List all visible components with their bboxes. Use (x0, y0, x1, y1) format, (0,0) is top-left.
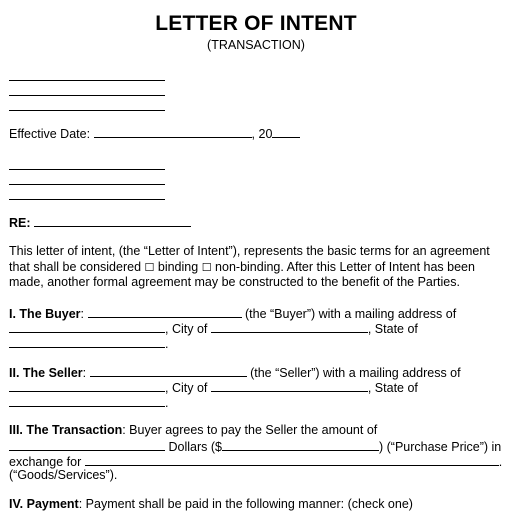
address-line-6[interactable] (9, 199, 165, 200)
payment-row (9, 497, 413, 512)
buyer-name-field[interactable] (88, 305, 242, 318)
seller-state-label: , State of (367, 381, 418, 395)
transaction-dollars-label: Dollars ($ (168, 440, 222, 454)
buyer-heading: I. The Buyer (9, 307, 81, 321)
buyer-mailing-text: (the “Buyer”) with a mailing address of (245, 307, 457, 321)
intro-text-2: . After this Letter of Intent has been made, another formal agreement may be constructed to the benefit of the Parties. (9, 259, 475, 289)
address-line-4[interactable] (9, 169, 165, 170)
non-binding-label: non-binding (215, 259, 281, 274)
transaction-heading: III. The Transaction (9, 423, 123, 437)
document-title: LETTER OF INTENT (155, 12, 357, 35)
effective-date-year-prefix: , 20 (251, 127, 273, 141)
address-line-2[interactable] (9, 95, 165, 96)
binding-checkbox[interactable]: ☐ (144, 260, 155, 274)
buyer-row-3 (9, 335, 168, 352)
intro-paragraph (9, 244, 507, 291)
transaction-row-3: exchange for . (9, 455, 503, 469)
seller-row-3 (9, 394, 168, 411)
binding-label: binding (157, 259, 199, 274)
re-field[interactable] (34, 214, 191, 227)
transaction-goods-label: (“Goods/Services”). (9, 468, 118, 482)
seller-address-field[interactable] (9, 379, 165, 392)
payment-heading: IV. Payment (9, 497, 79, 511)
intro-text-1: This letter of intent, (the “Letter of Intent”), represents the basic terms for an agreement that shall be considered (9, 244, 490, 274)
payment-text: : Payment shall be paid in the following manner: (check one) (78, 497, 413, 511)
transaction-row-1 (9, 423, 377, 438)
buyer-city-field[interactable] (211, 320, 368, 333)
buyer-colon: : (80, 307, 85, 321)
seller-period: . (165, 396, 169, 410)
re-row (9, 214, 191, 231)
buyer-address-field[interactable] (9, 320, 165, 333)
seller-city-field[interactable] (211, 379, 368, 392)
transaction-purchase-price: ) (“Purchase Price”) in (378, 440, 502, 454)
effective-date-year-field[interactable] (272, 125, 300, 138)
non-binding-checkbox[interactable]: ☐ (201, 260, 212, 274)
buyer-city-label: , City of (165, 322, 208, 336)
address-line-1[interactable] (9, 80, 165, 81)
transaction-goods-field[interactable] (85, 453, 499, 466)
transaction-amount-words-field[interactable] (9, 438, 165, 451)
transaction-text-1: : Buyer agrees to pay the Seller the amount of (122, 423, 378, 437)
buyer-state-label: , State of (367, 322, 418, 336)
address-line-5[interactable] (9, 184, 165, 185)
buyer-state-field[interactable] (9, 335, 165, 348)
transaction-exchange-label: exchange for (9, 455, 82, 469)
effective-date-row (9, 125, 300, 142)
seller-state-field[interactable] (9, 394, 165, 407)
seller-colon: : (82, 366, 87, 380)
re-label: RE: (9, 216, 31, 230)
buyer-period: . (165, 337, 169, 351)
seller-city-label: , City of (165, 381, 208, 395)
effective-date-field[interactable] (94, 125, 252, 138)
transaction-row-4 (9, 468, 117, 483)
seller-name-field[interactable] (90, 364, 247, 377)
document-subtitle: (TRANSACTION) (207, 38, 305, 52)
seller-mailing-text: (the “Seller”) with a mailing address of (250, 366, 461, 380)
transaction-amount-field[interactable] (222, 438, 379, 451)
seller-heading: II. The Seller (9, 366, 83, 380)
effective-date-label: Effective Date: (9, 127, 91, 141)
address-line-3[interactable] (9, 110, 165, 111)
